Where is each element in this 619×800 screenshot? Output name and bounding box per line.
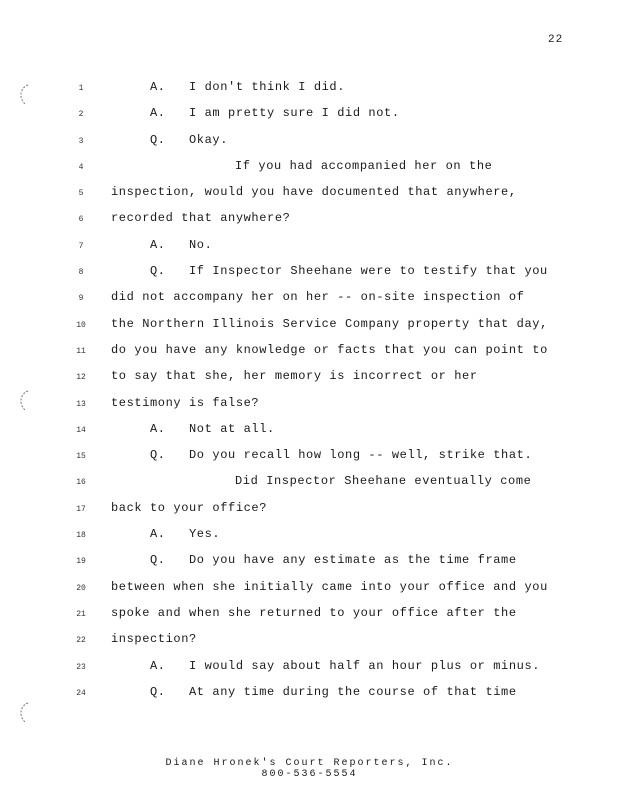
line-number: 1 xyxy=(78,84,84,93)
line-text: back to your office? xyxy=(111,500,268,515)
line-number: 12 xyxy=(76,373,86,383)
line-number: 15 xyxy=(76,452,86,462)
line-text: the Northern Illinois Service Company property that day, xyxy=(111,316,548,331)
line-text: did not accompany her on her -- on-site inspection of xyxy=(111,290,525,305)
footer-phone: 800-536-5554 xyxy=(261,769,358,780)
transcript-line xyxy=(0,341,619,367)
line-number: 11 xyxy=(76,346,86,356)
line-text: Q. Do you recall how long -- well, strike that. xyxy=(150,448,533,463)
transcript-line xyxy=(0,630,619,656)
line-number: 9 xyxy=(78,294,84,304)
line-number: 24 xyxy=(76,688,86,698)
line-number: 4 xyxy=(78,162,84,172)
line-number: 22 xyxy=(76,636,86,646)
transcript-line xyxy=(0,394,619,420)
line-number: 21 xyxy=(76,609,86,619)
transcript-line xyxy=(0,472,619,498)
line-number: 23 xyxy=(76,662,86,672)
line-text: A. I would say about half an hour plus or minus. xyxy=(150,658,541,673)
transcript-line xyxy=(0,657,619,683)
line-number: 2 xyxy=(78,110,84,120)
line-text: A. I don't think I did. xyxy=(150,80,346,94)
line-text: Q. Do you have any estimate as the time frame xyxy=(150,553,517,568)
line-number: 18 xyxy=(76,531,86,541)
transcript-line xyxy=(0,157,619,183)
page-number: 22 xyxy=(548,34,564,46)
line-text: testimony is false? xyxy=(111,395,260,410)
transcript-line xyxy=(0,315,619,341)
transcript-line xyxy=(0,183,619,209)
line-number: 3 xyxy=(78,136,84,146)
line-number: 13 xyxy=(76,399,86,409)
transcript-line xyxy=(0,446,619,472)
footer-reporter-name: Diane Hronek's Court Reporters, Inc. xyxy=(165,758,454,769)
line-number: 14 xyxy=(76,425,86,435)
line-text: inspection, would you have documented that anywhere, xyxy=(111,185,517,200)
transcript-line xyxy=(0,262,619,288)
transcript-line xyxy=(0,578,619,604)
transcript-line xyxy=(0,131,619,157)
line-number: 10 xyxy=(76,320,86,330)
line-text: Q. Okay. xyxy=(150,132,229,147)
line-text: A. No. xyxy=(150,237,213,252)
transcript-line xyxy=(0,551,619,577)
line-text: If you had accompanied her on the xyxy=(235,158,493,173)
transcript-line xyxy=(0,78,619,104)
transcript-line xyxy=(0,209,619,235)
line-number: 17 xyxy=(76,504,86,514)
line-number: 7 xyxy=(78,241,84,251)
line-text: to say that she, her memory is incorrect or her xyxy=(111,369,478,384)
transcript-lines xyxy=(0,78,619,709)
transcript-line xyxy=(0,683,619,709)
transcript-line xyxy=(0,420,619,446)
line-text: A. Not at all. xyxy=(150,421,275,436)
line-number: 19 xyxy=(76,557,86,567)
line-text: Q. If Inspector Sheehane were to testify that you xyxy=(150,264,548,279)
line-text: inspection? xyxy=(111,632,197,647)
line-text: Did Inspector Sheehane eventually come xyxy=(235,474,532,489)
transcript-line xyxy=(0,104,619,130)
line-text: A. Yes. xyxy=(150,527,221,542)
line-number: 8 xyxy=(78,268,84,278)
line-text: spoke and when she returned to your office after the xyxy=(111,605,517,620)
line-number: 20 xyxy=(76,583,86,593)
transcript-line xyxy=(0,525,619,551)
line-text: between when she initially came into your office and you xyxy=(111,579,548,594)
line-text: do you have any knowledge or facts that you can point to xyxy=(111,342,548,357)
line-text: Q. At any time during the course of that time xyxy=(150,684,517,699)
line-text: A. I am pretty sure I did not. xyxy=(150,106,400,121)
line-number: 5 xyxy=(78,189,84,199)
line-text: recorded that anywhere? xyxy=(111,211,291,226)
transcript-line xyxy=(0,288,619,314)
transcript-line xyxy=(0,604,619,630)
transcript-line xyxy=(0,367,619,393)
line-number: 6 xyxy=(78,215,84,225)
transcript-line xyxy=(0,236,619,262)
line-number: 16 xyxy=(76,478,86,488)
transcript-line xyxy=(0,499,619,525)
